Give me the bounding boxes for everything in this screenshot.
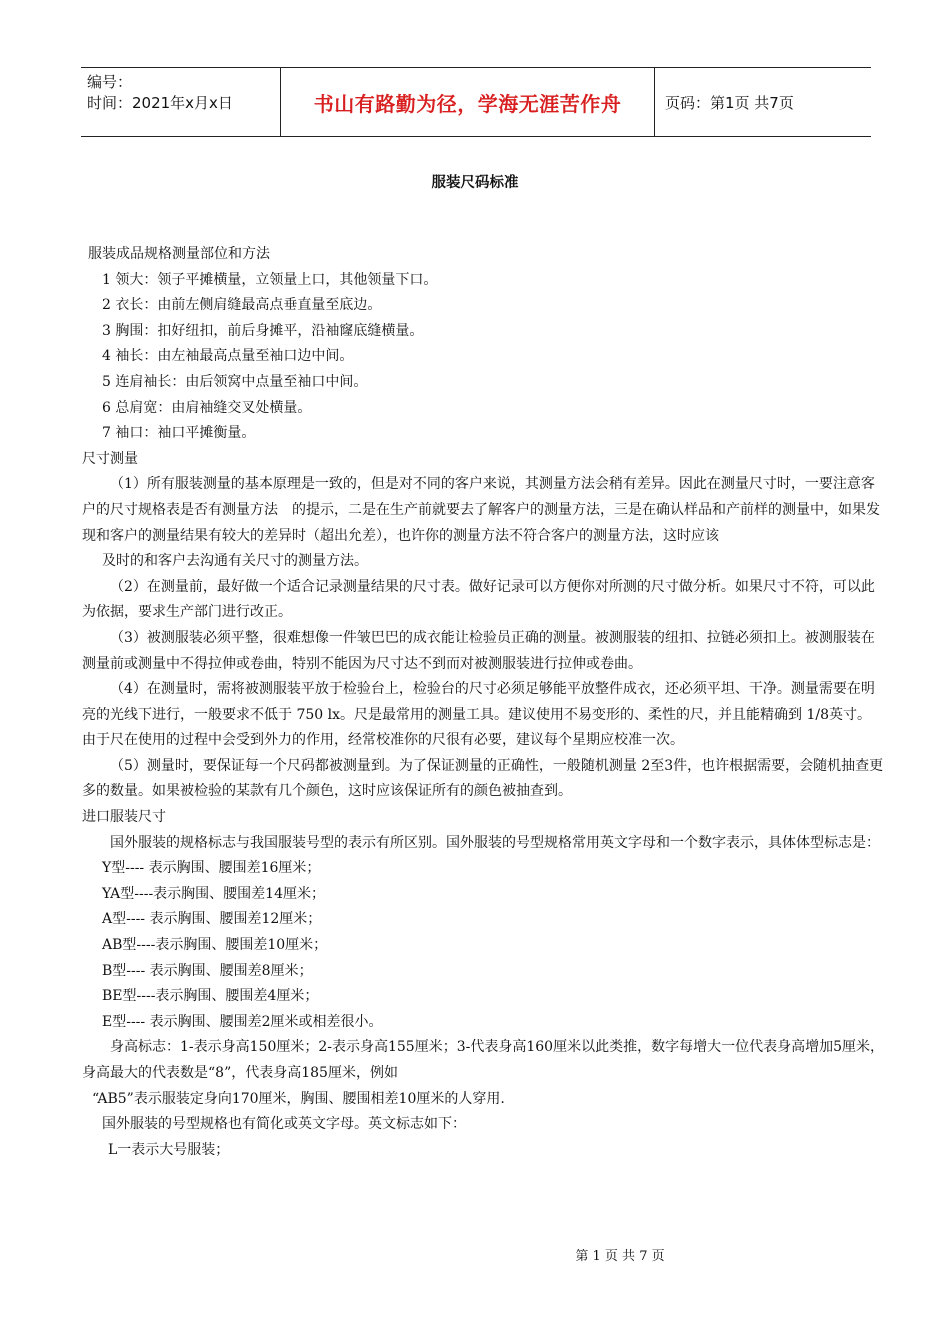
height-text: 身高标志：1-表示身高150厘米；2-表示身高155厘米；3-代表身高160厘米以此类推，数字每增大一位代表身高增加5厘米，身高最大的代表数是“8”，代表身高185厘米，例如	[82, 1039, 884, 1081]
method-item: 2 衣长：由前左侧肩缝最高点垂直量至底边。	[102, 297, 382, 314]
document-header	[81, 67, 871, 137]
method-item: 6 总肩宽：由肩袖缝交叉处横量。	[102, 399, 312, 416]
method-item: 1 领大：领子平摊横量，立领量上口，其他领量下口。	[102, 271, 438, 288]
page-footer: 第 1 页 共 7 页	[575, 1249, 665, 1264]
body-type-item: AB型----表示胸围、腰围差10厘米；	[102, 937, 328, 954]
method-item: 5 连肩袖长：由后领窝中点量至袖口中间。	[102, 373, 368, 390]
intro-heading: 服装成品规格测量部位和方法	[88, 246, 270, 262]
size-heading: 尺寸测量	[82, 450, 138, 467]
abbrev-text: 国外服装的号型规格也有简化或英文字母。英文标志如下：	[102, 1116, 466, 1133]
body-type-item: A型---- 表示胸围、腰围差12厘米；	[102, 911, 322, 928]
abbrev-item: L一表示大号服装；	[108, 1141, 230, 1158]
header-meta	[81, 68, 281, 136]
method-item: 7 袖口：袖口平摊衡量。	[102, 425, 256, 442]
body-type-item: B型---- 表示胸围、腰围差8厘米；	[102, 962, 313, 979]
body-type-item: YA型----表示胸围、腰围差14厘米；	[102, 885, 326, 902]
size-paragraph: （1）所有服装测量的基本原理是一致的，但是对不同的客户来说，其测量方法会稍有差异。因此在测量尺寸时，一要注意客户的尺寸规格表是否有测量方法 的提示，二是在生产前就要去了解客户的测量方法，三是在确认样品和产前样的测量中，如果发现和客户的测量结果有较大的差异时（超出允差），也许你的测量方法不符合客户的测量方法，这时应该	[82, 476, 880, 544]
method-item: 3 胸围：扣好纽扣，前后身摊平，沿袖窿底缝横量。	[102, 322, 424, 339]
size-paragraph: （3）被测服装必须平整，很难想像一件皱巴巴的成衣能让检验员正确的测量。被测服装的纽扣、拉链必须扣上。被测服装在测量前或测量中不得拉伸或卷曲，特别不能因为尺寸达不到而对被测服装进行拉伸或卷曲。	[82, 629, 875, 672]
date-text: 时间：2021年x月x日	[87, 94, 233, 112]
document-title: 服装尺码标准	[431, 175, 519, 191]
header-motto: 书山有路勤为径，学海无涯苦作舟	[281, 68, 655, 136]
method-item: 4 袖长：由左袖最高点量至袖口边中间。	[102, 348, 354, 365]
code-label: 编号：	[87, 73, 133, 91]
import-heading: 进口服装尺寸	[82, 809, 166, 826]
size-paragraph: （5）测量时，要保证每一个尺码都被测量到。为了保证测量的正确性，一般随机测量 2至3件，也许根据需要，会随机抽查更多的数量。如果被检验的某款有几个颜色，这时应该保证所有的颜色被抽查到。	[82, 757, 884, 800]
body-type-item: BE型----表示胸围、腰围差4厘米；	[102, 988, 319, 1005]
import-intro: 国外服装的规格标志与我国服装号型的表示有所区别。国外服装的号型规格常用英文字母和一个数字表示，具体体型标志是：	[110, 834, 880, 851]
body-type-item: E型---- 表示胸围、腰围差2厘米或相差很小。	[102, 1013, 383, 1030]
body-type-item: Y型---- 表示胸围、腰围差16厘米；	[102, 860, 321, 877]
document-body	[82, 242, 884, 1163]
size-paragraph: （4）在测量时，需将被测服装平放于检验台上，检验台的尺寸必须足够能平放整件成衣，还必须平坦、干净。测量需要在明亮的光线下进行，一般要求不低于 750 lx。尺是最常用的测量工具。建议使用不易变形的、柔性的尺，并且能精确到 1/8英寸。由于尺在使用的过程中会受到外力的作用，经常校准你的尺很有必要，建议每个星期应校准一次。	[82, 681, 875, 749]
size-paragraph: （2）在测量前，最好做一个适合记录测量结果的尺寸表。做好记录可以方便你对所测的尺寸做分析。如果尺寸不符，可以此为依据，要求生产部门进行改正。	[82, 578, 875, 621]
example-text: “AB5”表示服装定身向170厘米，胸围、腰围相差10厘米的人穿用.	[92, 1090, 505, 1107]
size-paragraph: 及时的和客户去沟通有关尺寸的测量方法。	[102, 553, 368, 570]
header-page-info: 页码：第1页 共7页	[665, 93, 794, 112]
